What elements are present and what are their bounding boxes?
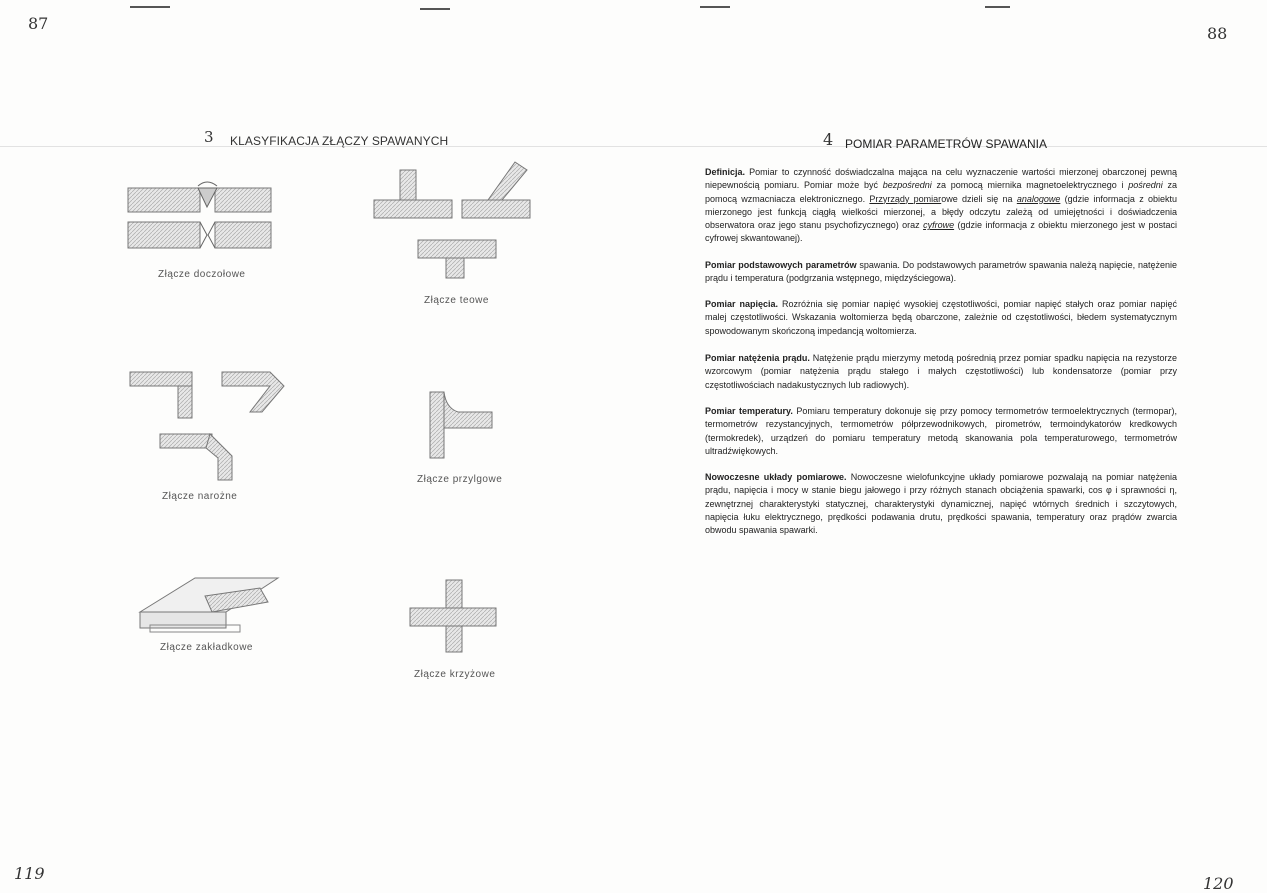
scan-artifact-line [700,6,730,8]
paragraph-voltage: Pomiar napięcia. Rozróżnia się pomiar napięć wysokiej częstotliwości, pomiar napięć stałych oraz pomiar napięć malej częstotliwości. Wskazania woltomierza będą obarczone, zależnie od częstotliwości, błedem systematycznym spowodowanym skończoną impedancją woltomierza. [705,299,1177,336]
page-number-right-top: 88 [1207,24,1228,43]
page-number-left-bottom: 119 [14,864,45,883]
caption-cross-joint: Złącze krzyżowe [414,669,496,680]
paragraph-definition: Definicja. Pomiar to czynność doświadczalna mająca na celu wyznaczenie wartości mierzonej obarczonej pewną niepewnością pomiaru. Pomiar może być bezpośredni za pomocą miernika magnetoelektrycznego i pośredni za pomocą wzmacniacza elektronicznego. Przyrządy pomiarowe dzieli się na analogowe (gdzie informacja z obiektu mierzonego jest funkcją ciągłą wielkości mierzonej, a błędy odczytu zależą od umiejętności i doświadczenia obserwatora oraz jego stanu psychofizycznego) oraz cyfrowe (gdzie informacja z obiektu mierzonego jest w postaci cyfrowej skwantowanej). [705,167,1177,244]
paragraph-basic-parameters: Pomiar podstawowych parametrów spawania. Do podstawowych parametrów spawania należą napięcie, natężenie prądu i temperatura (podgrzania wstępnego, międzyściegowa). [705,260,1177,284]
paragraph-modern-systems: Nowoczesne układy pomiarowe. Nowoczesne wielofunkcyjne układy pomiarowe pozwalają na pomiar natężenia prądu, napięcia i mocy w stanie biegu jałowego i przy różnych stanach obciążenia spawarki, cos φ i sprawności η, zewnętrznej charakterystyki statycznej, charakterystyki dynamicznej, napięć wtórnych średnich i szczytowych, napięcia łuku elektrycznego, prędkości podawania drutu, prędkości spawania, temperatury oraz prądów zwarcia obwodu spawania spawarki. [705,472,1177,536]
paragraph-temperature: Pomiar temperatury. Pomiaru temperatury dokonuje się przy pomocy termometrów termoelektrycznych (termopar), termometrów rezystancyjnych, termometrów półprzewodnikowych, pirometrów, termoindykatorów kredkowych (termokredek), urządzeń do pomiaru temperatury metodą skanowania pola temperaturowego, termometrów ultradźwiękowych. [705,406,1177,456]
caption-lap-joint: Złącze przylgowe [417,474,503,485]
lap-joint-drawing [430,392,492,458]
caption-corner-joint: Złącze narożne [162,491,238,502]
definition-lead: Definicja. [705,167,746,177]
section-number-left: 3 [204,128,214,146]
paragraph-current: Pomiar natężenia prądu. Natężenie prądu mierzymy metodą pośrednią przez pomiar spadku napięcia na rezystorze wzorcowym (pomiar natężenia prądu stałego i małych częstotliwości) lub kondensatorze (pomiar przy częstotliwościach nadakustycznych lub radiowych). [705,353,1177,390]
section-title-right: POMIAR PARAMETRÓW SPAWANIA [845,137,1048,151]
section-number-right: 4 [823,130,834,149]
corner-joint-drawing [130,372,284,480]
caption-overlap-joint: Złącze zakładkowe [160,642,253,653]
butt-joint-drawing [128,182,271,248]
caption-butt-joint: Złącze doczołowe [158,269,246,280]
tee-joint-drawing [374,162,530,278]
caption-tee-joint: Złącze teowe [424,295,489,306]
scan-artifact-line [985,6,1010,8]
page-number-left-top: 87 [28,14,49,33]
section-title-left: KLASYFIKACJA ZŁĄCZY SPAWANYCH [230,134,449,148]
overlap-joint-drawing [140,578,278,632]
page-number-right-bottom: 120 [1203,874,1234,893]
cross-joint-drawing [410,580,496,652]
